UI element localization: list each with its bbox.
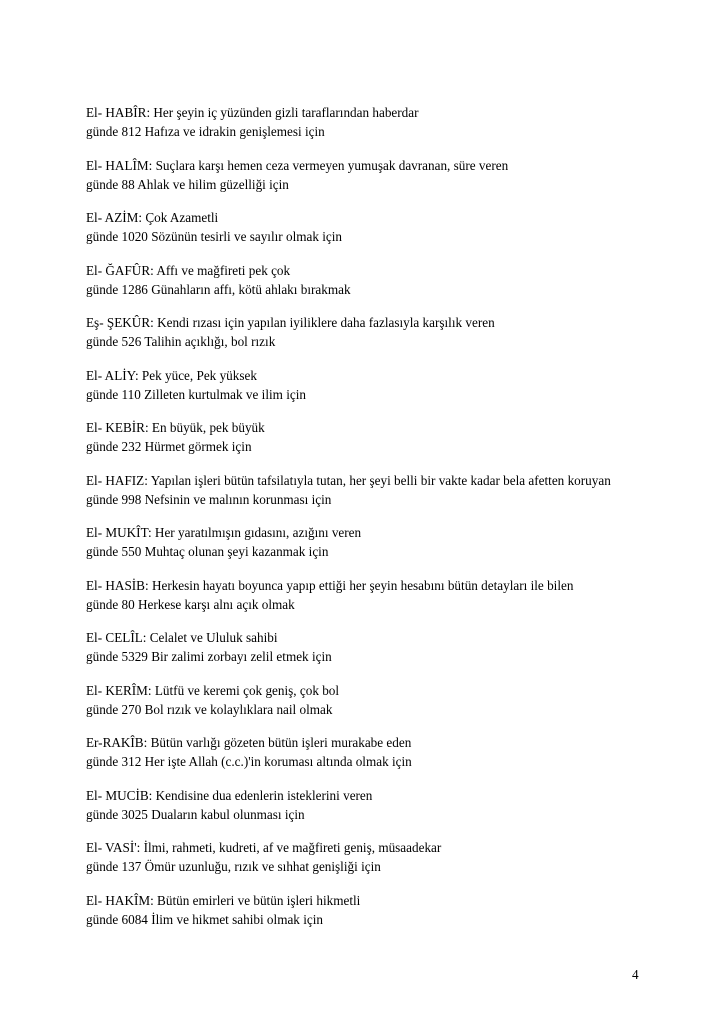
entry-title: El- CELÎL: Celalet ve Ululuk sahibi: [86, 630, 278, 645]
entry-title: El- HALÎM: Suçlara karşı hemen ceza vermeyen yumuşak davranan, süre veren: [86, 157, 509, 173]
entry-vasi: [86, 838, 646, 876]
entry-title: El- KERÎM: Lütfü ve keremi çok geniş, çok bol: [86, 682, 340, 698]
entry-title: Er-RAKÎB: Bütün varlığı gözeten bütün işleri murakabe eden: [86, 735, 412, 750]
entry-kerim: [86, 681, 646, 719]
entry-kebir: [86, 418, 646, 456]
entry-detail: günde 137 Ömür uzunluğu, rızık ve sıhhat genişliği için: [86, 859, 381, 874]
page-number: 4: [632, 967, 639, 982]
entry-detail: günde 88 Ahlak ve hilim güzelliği için: [86, 176, 289, 192]
entry-detail: günde 812 Hafıza ve idrakin genişlemesi için: [86, 124, 325, 139]
entry-title: El- HABÎR: Her şeyin iç yüzünden gizli taraflarından haberdar: [86, 105, 419, 120]
entry-sekur: [86, 313, 646, 351]
entry-title: El- MUCİB: Kendisine dua edenlerin isteklerini veren: [86, 787, 373, 803]
entry-detail: günde 1020 Sözünün tesirli ve sayılır olmak için: [86, 229, 343, 244]
entry-detail: günde 550 Muhtaç olunan şeyi kazanmak için: [86, 544, 329, 559]
entry-title: El- HAFIZ: Yapılan işleri bütün tafsilatıyla tutan, her şeyi belli bir vakte kadar bela afetten koruyan: [86, 472, 611, 488]
entry-title: El- KEBİR: En büyük, pek büyük: [86, 420, 265, 435]
entry-detail: günde 998 Nefsinin ve malının korunması için: [86, 491, 332, 507]
entry-halim: [86, 156, 646, 194]
entry-detail: günde 312 Her işte Allah (c.c.)'in koruması altında olmak için: [86, 754, 412, 769]
entry-title: El- HAKÎM: Bütün emirleri ve bütün işleri hikmetli: [86, 892, 361, 908]
entry-rakib: [86, 733, 646, 771]
entry-title: El- ĞAFÛR: Affı ve mağfireti pek çok: [86, 262, 291, 278]
entry-hafiz: [86, 471, 646, 509]
entry-title: El- ALİY: Pek yüce, Pek yüksek: [86, 367, 257, 383]
entry-detail: günde 270 Bol rızık ve kolaylıklara nail olmak: [86, 701, 333, 717]
entry-title: El- HASİB: Herkesin hayatı boyunca yapıp ettiği her şeyin hesabını bütün detayları ile bilen: [86, 577, 574, 593]
entry-hasib: [86, 576, 646, 614]
entry-hakim: [86, 891, 646, 929]
entry-detail: günde 110 Zilleten kurtulmak ve ilim için: [86, 386, 306, 402]
entry-detail: günde 3025 Duaların kabul olunması için: [86, 806, 305, 822]
entry-detail: günde 526 Talihin açıklığı, bol rızık: [86, 334, 276, 349]
entry-list: [86, 103, 646, 943]
entry-gafur: [86, 261, 646, 299]
entry-azim: [86, 208, 646, 246]
entry-title: El- VASİ': İlmi, rahmeti, kudreti, af ve mağfireti geniş, müsaadekar: [86, 840, 442, 855]
entry-mucib: [86, 786, 646, 824]
entry-detail: günde 80 Herkese karşı alnı açık olmak: [86, 596, 295, 612]
entry-detail: günde 5329 Bir zalimi zorbayı zelil etmek için: [86, 649, 332, 664]
entry-detail: günde 232 Hürmet görmek için: [86, 439, 252, 454]
entry-detail: günde 6084 İlim ve hikmet sahibi olmak için: [86, 911, 323, 927]
entry-habir: [86, 103, 646, 141]
entry-title: El- MUKÎT: Her yaratılmışın gıdasını, azığını veren: [86, 525, 362, 540]
entry-detail: günde 1286 Günahların affı, kötü ahlakı bırakmak: [86, 281, 351, 297]
entry-title: El- AZİM: Çok Azametli: [86, 210, 219, 225]
entry-title: Eş- ŞEKÛR: Kendi rızası için yapılan iyiliklere daha fazlasıyla karşılık veren: [86, 315, 495, 330]
entry-mukit: [86, 523, 646, 561]
entry-aliy: [86, 366, 646, 404]
entry-celil: [86, 628, 646, 666]
